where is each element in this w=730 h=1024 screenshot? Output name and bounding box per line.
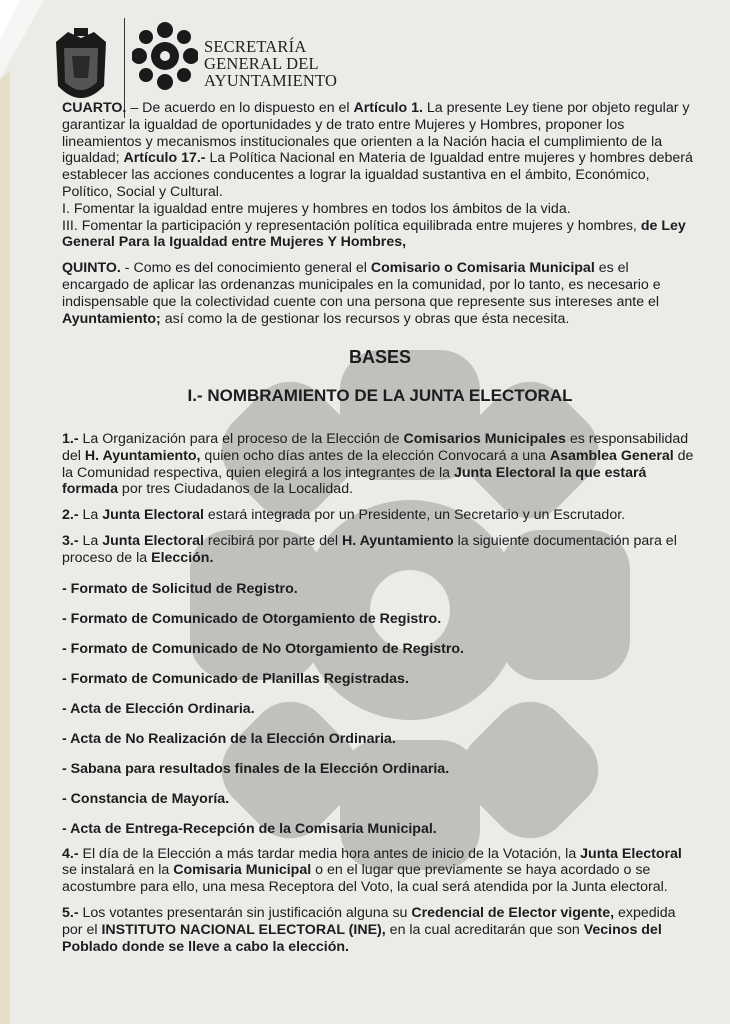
- document-body: [62, 100, 698, 955]
- list-item: - Acta de Elección Ordinaria.: [62, 700, 255, 717]
- list-item: - Sabana para resultados finales de la Elección Ordinaria.: [62, 760, 450, 777]
- org-line-1: SECRETARÍA: [204, 37, 307, 56]
- list-item: - Formato de Comunicado de Otorgamiento de Registro.: [62, 610, 442, 627]
- list-item: - Formato de Solicitud de Registro.: [62, 580, 298, 597]
- list-item: - Formato de Comunicado de Planillas Registradas.: [62, 670, 409, 687]
- base-item-1: 1.- La Organización para el proceso de la Elección de Comisarios Municipales es responsabilidad del H. Ayuntamiento, quien ocho días antes de la elección Convocará a una Asamblea General de la Comunidad respectiva, quien elegirá a los integrantes de la Junta Electoral la que estará formada por tres Ciudadanos de la Localidad.: [62, 430, 694, 498]
- cuarto-label: CUARTO.: [62, 100, 127, 116]
- base-item-5: 5.- Los votantes presentarán sin justificación alguna su Credencial de Elector vigente, expedida por el INSTITUTO NACIONAL ELECTORAL (INE), en la cual acreditarán que son Vecinos del Poblado donde se lleve a cabo la elección.: [62, 904, 676, 955]
- secretaria-emblem-logo: [132, 22, 198, 90]
- list-item: - Acta de Entrega-Recepción de la Comisaria Municipal.: [62, 820, 437, 837]
- section-title: I.- NOMBRAMIENTO DE LA JUNTA ELECTORAL: [187, 386, 573, 406]
- cuarto-item-i: I. Fomentar la igualdad entre mujeres y hombres en todos los ámbitos de la vida.: [62, 200, 571, 217]
- base-item-2: 2.- La Junta Electoral estará integrada por un Presidente, un Secretario y un Escrutador.: [62, 507, 626, 524]
- paragraph-cuarto: CUARTO. – De acuerdo en lo dispuesto en el Artículo 1. La presente Ley tiene por objeto regular y garantizar la igualdad de oportunidades y de trato entre Mujeres y Hombres, proponer los lineamientos y mecanismos institucionales que orienten a la Nación hacia el cumplimiento de la igualdad; Artículo 17.- La Política Nacional en Materia de Igualdad entre mujeres y hombres deberá establecer las acciones conducentes a lograr la igualdad sustantiva en el ámbito, Económico, Político, Social y Cultural.: [62, 100, 693, 200]
- list-item: - Formato de Comunicado de No Otorgamiento de Registro.: [62, 640, 465, 657]
- list-item: - Acta de No Realización de la Elección Ordinaria.: [62, 730, 396, 747]
- municipal-shield-logo: [52, 28, 110, 110]
- document-list: [62, 581, 698, 837]
- cuarto-item-iii: III. Fomentar la participación y representación política equilibrada entre mujeres y hombres, de Ley General Para la Igualdad entre Mujeres Y Hombres,: [62, 217, 686, 251]
- organization-name: [204, 38, 337, 89]
- paragraph-quinto: QUINTO. - Como es del conocimiento general el Comisario o Comisaria Municipal es el encargado de aplicar las ordenanzas municipales en la comunidad, por lo tanto, es necesario e indispensable que la colectividad cuente con una persona que represente sus intereses ante el Ayuntamiento; así como la de gestionar los recursos y obras que ésta necesita.: [62, 260, 661, 327]
- org-line-2: GENERAL DEL AYUNTAMIENTO: [204, 54, 338, 90]
- base-item-3: 3.- La Junta Electoral recibirá por parte del H. Ayuntamiento la siguiente documentación para el proceso de la Elección.: [62, 532, 677, 566]
- quinto-label: QUINTO.: [62, 260, 121, 277]
- base-item-4: 4.- El día de la Elección a más tardar media hora antes de inicio de la Votación, la Junta Electoral se instalará en la Comisaria Municipal o en el lugar que previamente se haya acordado o se acostumbre para ello, una mesa Receptora del Voto, la cual será atendida por la Junta electoral.: [62, 845, 682, 896]
- list-item: - Constancia de Mayoría.: [62, 790, 230, 807]
- bases-title: BASES: [348, 347, 411, 368]
